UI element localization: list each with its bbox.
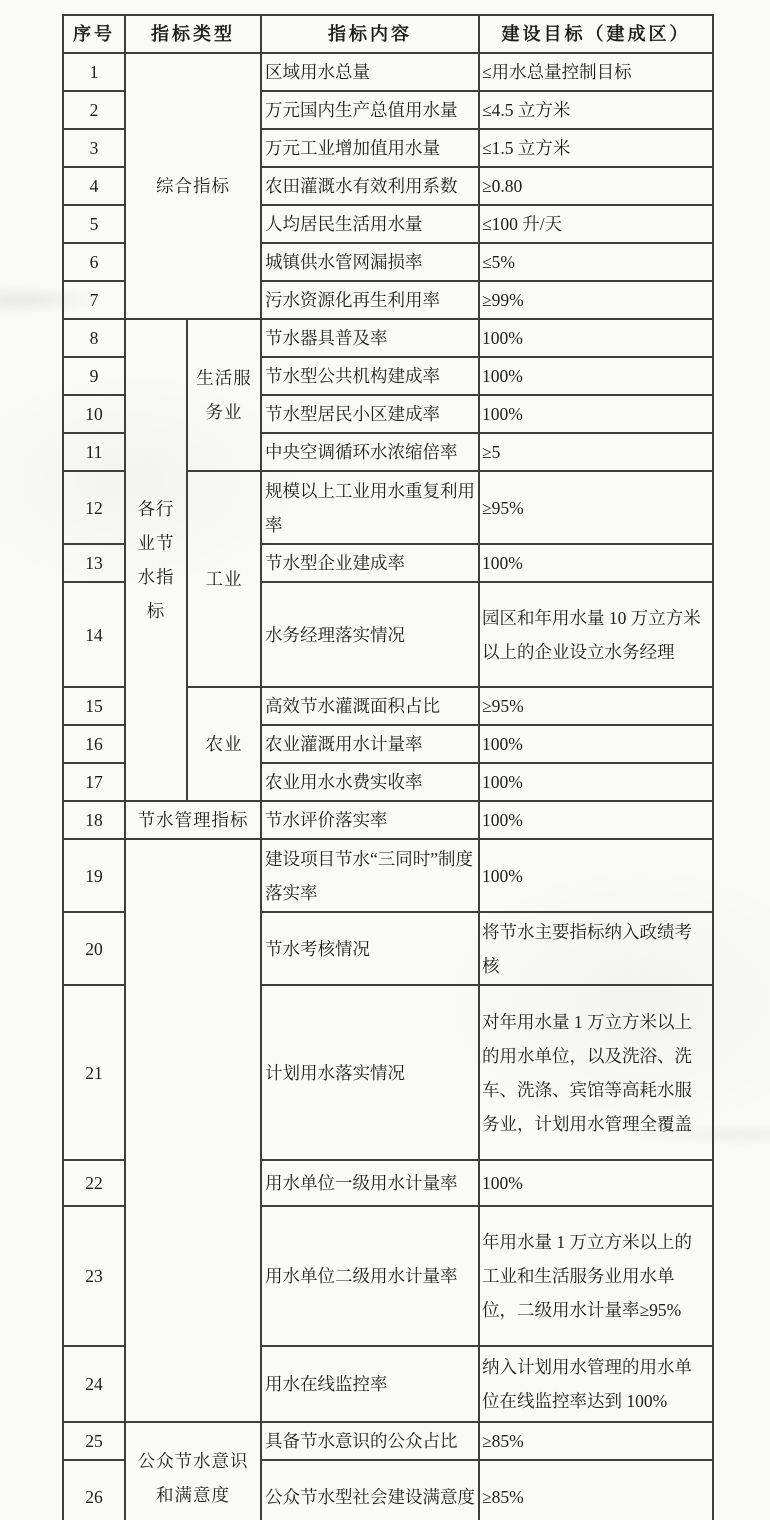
serial-cell: 22	[63, 1160, 125, 1206]
serial-cell: 21	[63, 985, 125, 1160]
table-row	[63, 53, 713, 91]
target-cell: ≤1.5 立方米	[479, 129, 713, 167]
content-cell: 农田灌溉水有效利用系数	[261, 167, 479, 205]
serial-cell: 19	[63, 839, 125, 912]
content-cell: 用水单位一级用水计量率	[261, 1160, 479, 1206]
content-cell: 污水资源化再生利用率	[261, 281, 479, 319]
content-cell: 节水器具普及率	[261, 319, 479, 357]
serial-cell: 15	[63, 687, 125, 725]
target-cell: 对年用水量 1 万立方米以上的用水单位，以及洗浴、洗车、洗涤、宾馆等高耗水服务业，计划用水管理全覆盖	[479, 985, 713, 1160]
serial-cell: 26	[63, 1460, 125, 1520]
serial-cell: 13	[63, 544, 125, 582]
subgroup-cell-agriculture: 农业	[187, 687, 261, 801]
target-cell: 100%	[479, 544, 713, 582]
table-row	[63, 839, 713, 912]
content-cell: 建设项目节水“三同时”制度落实率	[261, 839, 479, 912]
serial-cell: 16	[63, 725, 125, 763]
content-cell: 具备节水意识的公众占比	[261, 1422, 479, 1460]
serial-cell: 3	[63, 129, 125, 167]
target-cell: 园区和年用水量 10 万立方米以上的企业设立水务经理	[479, 582, 713, 687]
header-indicator-type: 指标类型	[125, 15, 261, 53]
target-cell: 100%	[479, 839, 713, 912]
serial-cell: 6	[63, 243, 125, 281]
content-cell: 城镇供水管网漏损率	[261, 243, 479, 281]
target-cell: 100%	[479, 1160, 713, 1206]
serial-cell: 10	[63, 395, 125, 433]
target-cell: ≤5%	[479, 243, 713, 281]
target-cell: 100%	[479, 763, 713, 801]
group-cell-public-awareness: 公众节水意识和满意度	[125, 1422, 261, 1520]
serial-cell: 24	[63, 1346, 125, 1422]
serial-cell: 11	[63, 433, 125, 471]
group-cell-management: 节水管理指标	[125, 801, 261, 839]
serial-cell: 18	[63, 801, 125, 839]
group-cell-industries: 各行业节水指标	[125, 319, 187, 801]
serial-cell: 2	[63, 91, 125, 129]
serial-cell: 20	[63, 912, 125, 985]
target-cell: ≥95%	[479, 471, 713, 544]
content-cell: 农业灌溉用水计量率	[261, 725, 479, 763]
content-cell: 万元工业增加值用水量	[261, 129, 479, 167]
serial-cell: 9	[63, 357, 125, 395]
serial-cell: 1	[63, 53, 125, 91]
content-cell: 节水考核情况	[261, 912, 479, 985]
target-cell: 100%	[479, 319, 713, 357]
content-cell: 节水型企业建成率	[261, 544, 479, 582]
content-cell: 公众节水型社会建设满意度	[261, 1460, 479, 1520]
content-cell: 人均居民生活用水量	[261, 205, 479, 243]
serial-cell: 17	[63, 763, 125, 801]
header-row	[63, 15, 713, 53]
serial-cell: 14	[63, 582, 125, 687]
content-cell: 规模以上工业用水重复利用率	[261, 471, 479, 544]
target-cell: 年用水量 1 万立方米以上的工业和生活服务业用水单位，二级用水计量率≥95%	[479, 1206, 713, 1346]
target-cell: 将节水主要指标纳入政绩考核	[479, 912, 713, 985]
table-row	[63, 801, 713, 839]
target-cell: ≤4.5 立方米	[479, 91, 713, 129]
content-cell: 用水单位二级用水计量率	[261, 1206, 479, 1346]
serial-cell: 4	[63, 167, 125, 205]
header-indicator-content: 指标内容	[261, 15, 479, 53]
target-cell: ≥85%	[479, 1460, 713, 1520]
content-cell: 计划用水落实情况	[261, 985, 479, 1160]
target-cell: ≥95%	[479, 687, 713, 725]
target-cell: 100%	[479, 395, 713, 433]
water-saving-indicator-table	[62, 14, 714, 1520]
target-cell: ≥0.80	[479, 167, 713, 205]
serial-cell: 25	[63, 1422, 125, 1460]
table-row	[63, 1422, 713, 1460]
content-cell: 水务经理落实情况	[261, 582, 479, 687]
table-row	[63, 319, 713, 357]
target-cell: 100%	[479, 801, 713, 839]
content-cell: 区域用水总量	[261, 53, 479, 91]
content-cell: 农业用水水费实收率	[261, 763, 479, 801]
group-cell-management-continued	[125, 839, 261, 1422]
group-cell-comprehensive: 综合指标	[125, 53, 261, 319]
subgroup-cell-life-service: 生活服务业	[187, 319, 261, 471]
serial-cell: 12	[63, 471, 125, 544]
content-cell: 节水评价落实率	[261, 801, 479, 839]
content-cell: 用水在线监控率	[261, 1346, 479, 1422]
target-cell: ≥85%	[479, 1422, 713, 1460]
content-cell: 节水型居民小区建成率	[261, 395, 479, 433]
serial-cell: 5	[63, 205, 125, 243]
header-target: 建设目标（建成区）	[479, 15, 713, 53]
target-cell: ≤用水总量控制目标	[479, 53, 713, 91]
target-cell: 纳入计划用水管理的用水单位在线监控率达到 100%	[479, 1346, 713, 1422]
target-cell: 100%	[479, 357, 713, 395]
subgroup-cell-industry: 工业	[187, 471, 261, 687]
target-cell: 100%	[479, 725, 713, 763]
header-serial: 序号	[63, 15, 125, 53]
target-cell: ≤100 升/天	[479, 205, 713, 243]
content-cell: 中央空调循环水浓缩倍率	[261, 433, 479, 471]
content-cell: 高效节水灌溉面积占比	[261, 687, 479, 725]
target-cell: ≥5	[479, 433, 713, 471]
serial-cell: 8	[63, 319, 125, 357]
content-cell: 万元国内生产总值用水量	[261, 91, 479, 129]
target-cell: ≥99%	[479, 281, 713, 319]
serial-cell: 23	[63, 1206, 125, 1346]
serial-cell: 7	[63, 281, 125, 319]
content-cell: 节水型公共机构建成率	[261, 357, 479, 395]
